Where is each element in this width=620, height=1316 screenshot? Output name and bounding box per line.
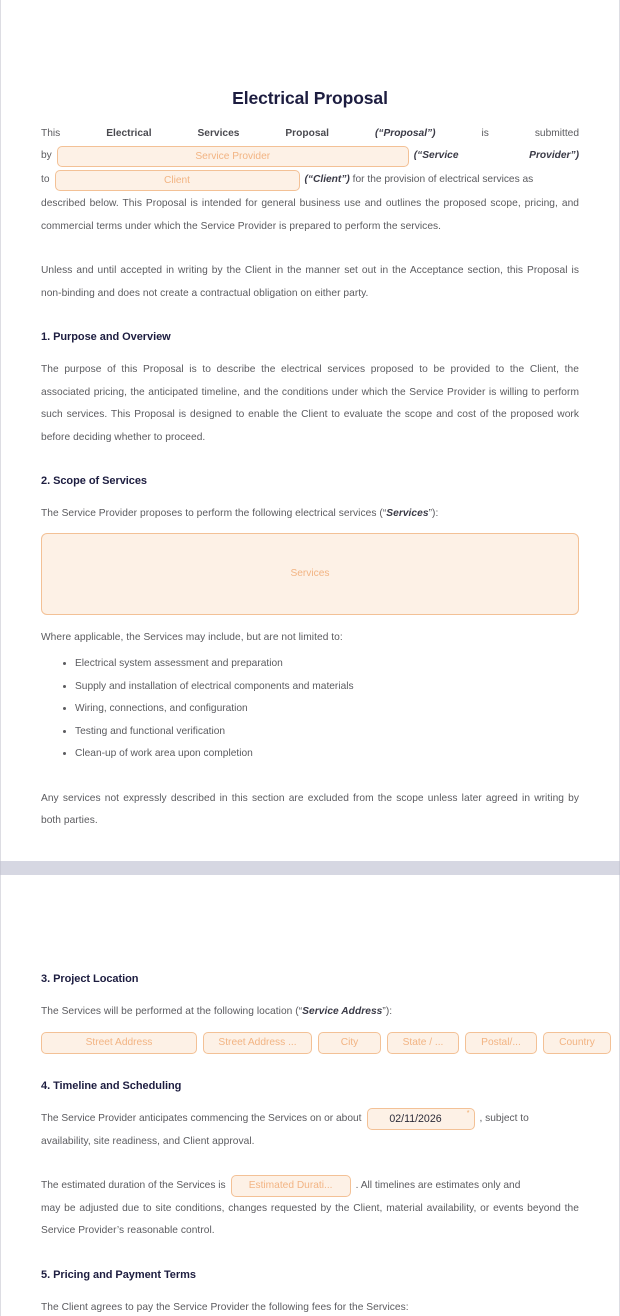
document-page-2: [0, 875, 620, 1316]
intro-line-2: [41, 145, 579, 167]
required-asterisk-icon: *: [466, 1110, 470, 1118]
page-title: Electrical Proposal: [232, 88, 388, 108]
page-break-separator: [0, 861, 620, 875]
intro-line-1: [41, 123, 579, 145]
timeline-p1-rest: availability, site readiness, and Client approval.: [41, 1135, 255, 1147]
intro-term-electrical: Electrical: [106, 128, 152, 139]
timeline-p1-tail: , subject to: [479, 1113, 529, 1124]
intro-line-3-tail: [305, 169, 534, 191]
scope-defined-services: Services: [386, 508, 429, 519]
estimated-duration-input[interactable]: Estimated Durati...: [231, 1175, 351, 1197]
list-item: • Testing and functional verification: [75, 721, 579, 744]
location-lead-a: The Services will be performed at the following location (“: [41, 1005, 303, 1017]
state-province-input[interactable]: State / ...: [387, 1032, 459, 1054]
section-purpose-body: The purpose of this Proposal is to describe the electrical services proposed to be provided to the Client, the associated pricing, the anticipated timeline, and the conditions under which the Service Provider is willing to perform such services. This Proposal is designed to enable the Client to evaluate the scope and cost of the proposed work before deciding whether to proceed.: [41, 364, 579, 443]
scope-where-applicable: Where applicable, the Services may include, but are not limited to:: [41, 631, 343, 643]
timeline-p2-lead: The estimated duration of the Services is: [41, 1180, 226, 1191]
client-input[interactable]: Client: [55, 170, 300, 191]
scope-lead-a: The Service Provider proposes to perform the following electrical services (“: [41, 508, 387, 519]
intro-paragraph-rest: described below. This Proposal is intended for general business use and outlines the proposed scope, pricing, and commercial terms under which the Service Provider is prepared to perform the services.: [41, 198, 579, 232]
scope-bullet-list: [41, 653, 579, 766]
intro-term-services: Services: [197, 128, 240, 139]
list-item: • Wiring, connections, and configuration: [75, 698, 579, 721]
country-input[interactable]: Country: [543, 1032, 611, 1054]
intro-line-3: [41, 169, 579, 191]
service-provider-input[interactable]: Service Provider: [57, 146, 409, 167]
city-input[interactable]: City: [318, 1032, 381, 1054]
section-heading-scope: 2. Scope of Services: [41, 475, 147, 487]
intro-word-submitted: submitted: [534, 128, 579, 139]
intro-line-3-rest: for the provision of electrical services as: [352, 174, 534, 185]
location-lead-b: ”):: [382, 1005, 393, 1017]
timeline-p2-rest: may be adjusted due to site conditions, changes requested by the Client, material availability, or events beyond the Service Provider’s reasonable control.: [41, 1202, 579, 1236]
services-textarea[interactable]: [41, 533, 579, 615]
section-location-lead: [41, 1001, 579, 1024]
postal-code-input[interactable]: Postal/...: [465, 1032, 537, 1054]
section-heading-location: 3. Project Location: [41, 972, 139, 985]
timeline-start-date-line: [41, 1108, 579, 1131]
section-heading-purpose: 1. Purpose and Overview: [41, 331, 171, 343]
location-defined-service-address: Service Address: [302, 1005, 383, 1017]
intro-word-to: to: [41, 174, 50, 185]
non-binding-paragraph: Unless and until accepted in writing by the Client in the manner set out in the Acceptance section, this Proposal is non-binding and does not create a contractual obligation on either party.: [41, 265, 579, 299]
street-address-line-2-input[interactable]: Street Address ...: [203, 1032, 312, 1054]
scope-lead-b: ”):: [428, 508, 439, 519]
scope-closing-paragraph: Any services not expressly described in this section are excluded from the scope unless later agreed in writing by both parties.: [41, 792, 579, 826]
section-heading-timeline: 4. Timeline and Scheduling: [41, 1080, 182, 1092]
list-item: • Clean-up of work area upon completion: [75, 743, 579, 766]
intro-word-by: by: [41, 150, 52, 161]
section-scope-lead: [41, 503, 579, 526]
intro-defined-service: (“Service: [413, 150, 459, 161]
section-heading-pricing: 5. Pricing and Payment Terms: [41, 1268, 196, 1281]
timeline-duration-line: [41, 1175, 579, 1198]
intro-defined-provider: Provider”): [529, 150, 579, 161]
street-address-input[interactable]: Street Address: [41, 1032, 197, 1054]
intro-term-proposal: Proposal: [285, 128, 329, 139]
services-placeholder: Services: [290, 568, 330, 579]
list-item: • Electrical system assessment and preparation: [75, 653, 579, 676]
start-date-value: 02/11/2026: [389, 1113, 442, 1126]
service-address-field-row: [41, 1032, 595, 1054]
intro-defined-proposal: (“Proposal”): [374, 128, 436, 139]
list-item: • Supply and installation of electrical components and materials: [75, 676, 579, 699]
intro-word-this: This: [41, 128, 61, 139]
section-pricing-lead: The Client agrees to pay the Service Provider the following fees for the Services:: [41, 1301, 409, 1313]
start-date-input[interactable]: [367, 1108, 475, 1130]
intro-word-is: is: [481, 128, 489, 139]
timeline-p1-lead: The Service Provider anticipates commencing the Services on or about: [41, 1113, 362, 1124]
timeline-p2-tail: . All timelines are estimates only and: [355, 1180, 521, 1191]
intro-defined-client: (“Client”): [304, 174, 350, 185]
